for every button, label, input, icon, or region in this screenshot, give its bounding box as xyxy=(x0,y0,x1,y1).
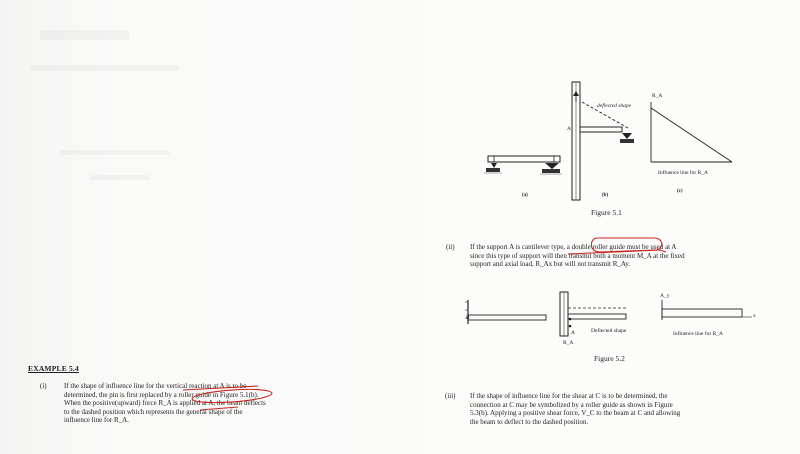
fig-5-2-influence-line xyxy=(662,300,752,320)
text-line: 5.3(b). Applying a positive shear force, V_C to the beam at C and allowing xyxy=(470,409,681,418)
text-line: connection at C may be symbolized by a roller guide as shown in Figure xyxy=(470,400,673,409)
fig-5-2-point-a: A xyxy=(571,330,575,336)
text-line: since this type of support will then transmit both a moment M_A at the fixed xyxy=(470,251,685,260)
fig-5-2-axis-label: A_y xyxy=(660,293,670,299)
text-line: influence line for R_A. xyxy=(64,416,129,425)
fig-5-2-point-b: B xyxy=(466,315,470,321)
fig-5-2-support-label: R_A xyxy=(563,340,574,346)
paragraph-iii xyxy=(470,392,740,426)
figure-5-1-caption: Figure 5.1 xyxy=(591,208,622,217)
item-number-i: (i) xyxy=(40,382,47,390)
fig-5-2-deflected-label: Deflected shape xyxy=(591,328,627,334)
fig-5-1-axis-label: R_A xyxy=(652,93,663,99)
text-line: the beam to deflect to the dashed position. xyxy=(470,417,589,426)
text-line: support and axial load, R_Ax but will not transmit R_Ay. xyxy=(470,260,631,269)
fig-5-2-cantilever xyxy=(465,300,546,324)
text-line: When the positive(upward) force R_A is applied at A, the beam deflects xyxy=(64,399,266,408)
text-line: to the dashed position which represents the general shape of the xyxy=(64,407,243,416)
figure-5-2-caption: Figure 5.2 xyxy=(594,354,625,363)
fig-5-2-influence-label: Influence line for R_A xyxy=(673,331,723,337)
text-line: determined, the pin is first replaced by a roller guide in Figure 5.1(b). xyxy=(64,390,259,399)
fig-5-1-deflected-label: deflected shape xyxy=(597,103,632,109)
fig-5-1-sublabel-c: (c) xyxy=(677,189,683,194)
item-number-ii: (ii) xyxy=(446,243,455,251)
item-number-iii: (iii) xyxy=(445,392,456,400)
fig-5-1-point-label: A xyxy=(567,126,571,132)
fig-5-1-influence-label: Influence line for R_A xyxy=(658,170,708,176)
text-line: If the support A is cantilever type, a double roller guide must be used at A xyxy=(470,243,677,251)
text-line: If the shape of influence line for the vertical reaction at A is to be xyxy=(64,382,247,390)
text-line: If the shape of influence line for the shear at C is to be determined, the xyxy=(470,392,668,400)
fig-5-1-sublabel-b: (b) xyxy=(602,193,609,198)
fig-5-1-sublabel-a: (a) xyxy=(522,193,528,198)
example-title: EXAMPLE 5.4 xyxy=(28,364,79,373)
fig-5-2-x-label: x xyxy=(753,313,756,319)
